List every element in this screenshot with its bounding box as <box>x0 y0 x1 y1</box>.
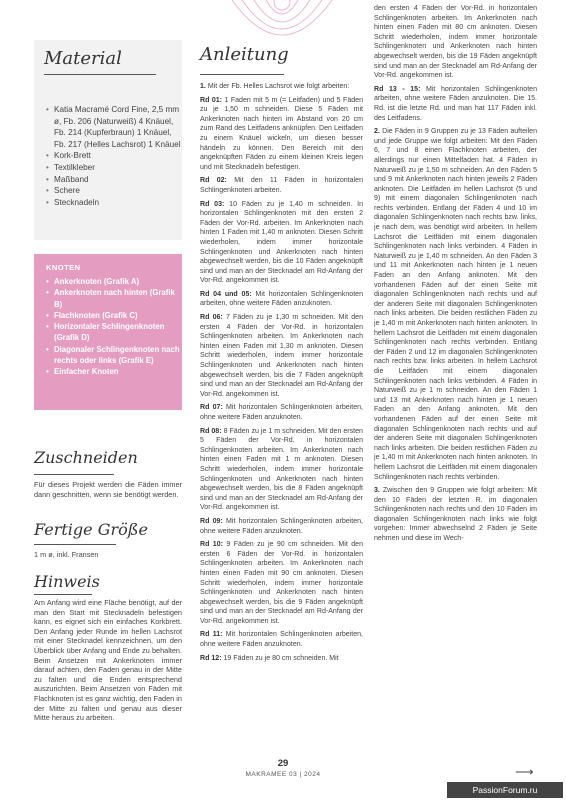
instruction-step-label: Rd 12: <box>200 654 222 662</box>
material-item: • Schere <box>46 185 182 197</box>
instruction-paragraph <box>200 313 363 399</box>
instruction-step-label: Rd 01: <box>200 96 223 104</box>
zuschneiden-underline <box>34 474 114 475</box>
instruction-step-label: Rd 04 und 05: <box>200 290 252 298</box>
instruction-step-label: Rd 02: <box>200 177 227 185</box>
anleitung-column-2 <box>374 4 537 756</box>
zuschneiden-text: Für dieses Projekt werden die Fäden immer dann geschnitten, wenn sie benötigt werden. <box>34 480 182 499</box>
instruction-step-label: 2. <box>374 128 380 136</box>
hinweis-title: Hinweis <box>34 572 100 591</box>
material-list <box>46 104 182 208</box>
instruction-step-text: Mit horizontalen Schlingenknoten arbeiten, ohne weitere Fäden anzuknoten. <box>200 404 363 421</box>
instruction-step-text: Mit horizontalen Schlingenknoten arbeiten, ohne weitere Fäden anzuknoten. <box>200 631 363 649</box>
instruction-step-label: 1. <box>200 83 206 90</box>
anleitung-column-1 <box>200 82 363 754</box>
fertige-groesse-text: 1 m ø, inkl. Fransen <box>34 550 99 559</box>
instruction-paragraph <box>200 200 363 286</box>
instruction-step-text: Mit den 11 Fäden in horizontalen Schlingenknoten arbeiten. <box>200 177 363 194</box>
instruction-step-label: Rd 03: <box>200 200 225 208</box>
instruction-step-label: Rd 06: <box>200 314 223 322</box>
instruction-step-text: den ersten 4 Fäden der Vor-Rd. in horizontalen Schlingenknoten arbeiten. Im Ankerknoten nach hinten einen Faden mit 80 cm anknoten. Diesen Schritt wiederholen, indem immer horizontale Schlingenknoten und Ankerknoten nach hinten abgewechselt werden, bis die 19 Fäden angeknüpft sind und man an der Stecknadel am Rd-Anfang der Vor-Rd. angekommen ist. <box>374 5 537 80</box>
knoten-box <box>34 254 182 410</box>
instruction-step-text: Die Fäden in 9 Gruppen zu je 13 Fäden aufteilen und jede Gruppe wie folgt arbeiten: Mit den Fäden 6, 7 und 8 einen Flachknoten arbeiten, der allerdings nur einen Mittelfaden hat. 4 Fäden in Naturweiß zu je 1,50 m schneiden. An den Fäden 5 und 9 mit Ankerknoten nach hinten jeweils 2 Fäden anknoten. Die Leitfäden im hellen Lachsrot (5 und 9) mit einem diagonalen Schlingenknoten nach rechts verbinden. Entlang der Fäden 4 und 10 im diagonalen Schlingenknoten nach rechts bzw. links, je nach dem, was benötigt wird arbeiten. In hellem Lachsrot die Leitfäden mit einem diagonalen Schlingenknoten nach links verbinden. 4 Fäden in Naturweiß zu je 1,40 m schneiden. An den Fäden 3 und 11 mit Ankerknoten nach hinten je 1 neuen Faden an den Anfang anknoten. Mit den vorhandenen Fäden auf der einen Seite mit diagonalen Schlingenknoten nach rechts und auf der anderen Seite mit diagonalen Schlingenknoten nach links arbeiten. Die beiden restlichen Fäden zu je 1,40 m mit Ankerknoten nach hinten anknoten. In hellem Lachsrot die Leitfäden mit einem diagonalen Schlingenknoten nach rechts verbinden. Entlang der Fäden 2 und 12 im diagonalen Schlingenknoten nach rechts bzw. links arbeiten. In hellem Lachsrot die Leitfäden mit einem diagonalen Schlingenknoten nach links verbinden. 4 Fäden in Naturweiß zu je 1 m schneiden. An den Fäden 1 und 13 mit Ankerknoten nach hinten je 1 neuen Faden an den Anfang anknoten. Mit den vorhandenen Fäden auf der einen Seite mit diagonalen Schlingenknoten nach rechts und auf der anderen Seite mit diagonalen Schlingenknoten nach links arbeiten. Die beiden restlichen Fäden zu je 1,40 m mit Ankerknoten nach hinten anknoten. In hellem Lachsrot die Leitfäden mit einem diagonalen Schlingenknoten nach rechts verbinden. <box>374 128 537 481</box>
knoten-item: • Diagonaler Schlingenknoten nach rechts oder links (Grafik E) <box>46 344 182 367</box>
instruction-step-text: Mit horizontalen Schlingenknoten arbeiten, ohne weitere Fäden anzuknoten. <box>200 517 363 535</box>
instruction-paragraph <box>200 290 363 309</box>
hinweis-underline <box>34 594 92 595</box>
material-box <box>34 40 182 240</box>
instruction-paragraph <box>200 176 363 195</box>
instruction-step-text: Mit der Fb. Helles Lachsrot wie folgt arbeiten: <box>205 83 350 90</box>
instruction-paragraph <box>374 127 537 482</box>
anleitung-underline <box>200 74 284 75</box>
knoten-title: KNOTEN <box>46 263 81 272</box>
material-item: • Textilkleber <box>46 162 182 174</box>
knoten-item: • Horizontaler Schlingenknoten (Grafik D) <box>46 321 182 344</box>
instruction-paragraph <box>374 4 537 81</box>
doily-decoration <box>222 0 342 40</box>
instruction-step-text: 1 Faden mit 5 m (= Leitfaden) und 5 Fäden zu je 1,50 m schneiden. Diese 5 Fäden mit Ankerknoten nach hinten im Abstand von 20 cm zum Rand des Leitfadens anknüpfen. Den Leitfaden zu einem Knäuel wickeln, um diesen besser händeln zu können. Den Bereich mit den angeknüpften Fäden zu einem kleinen Kreis legen und mit Stecknadeln befestigen. <box>200 96 363 171</box>
instruction-paragraph <box>200 654 363 664</box>
knoten-item: • Ankerknoten nach hinten (Grafik B) <box>46 287 182 310</box>
instruction-paragraph <box>374 85 537 123</box>
instruction-step-label: Rd 09: <box>200 517 223 525</box>
instruction-step-text: Mit horizontalen Schlingenknoten arbeiten, ohne weitere Fäden anzuknoten. <box>200 290 363 308</box>
material-title: Material <box>44 48 122 69</box>
instruction-paragraph <box>200 630 363 649</box>
instruction-step-text: 19 Fäden zu je 80 cm schneiden. Mit <box>221 654 339 662</box>
knoten-list <box>46 276 182 378</box>
page-number: 29 <box>277 758 289 769</box>
zuschneiden-title: Zuschneiden <box>34 448 138 467</box>
instruction-paragraph <box>200 96 363 173</box>
material-item: • Katia Macramé Cord Fine, 2,5 mm ø, Fb. 206 (Naturweiß) 4 Knäuel, Fb. 214 (Kupferbraun) 1 Knäuel, Fb. 217 (Helles Lachsrot) 1 Knäuel <box>46 104 182 150</box>
knoten-item: • Einfacher Knoten <box>46 366 182 377</box>
instruction-step-text: 7 Fäden zu je 1,30 m schneiden. Mit den ersten 4 Fäden der Vor-Rd. in horizontalen Schlingenknoten arbeiten. Im Ankerknoten nach hinten einen Faden mit 1,30 m anknoten. Diesen Schritt wiederholen, indem immer horizontale Schlingenknoten und Ankerknoten nach hinten abgewechselt werden, bis die 7 Fäden angeknüpft sind und man an der Stecknadel am Rd-Anfang der Vor-Rd. angekommen ist. <box>200 314 363 398</box>
instruction-step-text: 10 Fäden zu je 1,40 m schneiden. In horizontalen Schlingenknoten mit den ersten 2 Fäden der Vor-Rd. arbeiten. Im Ankerknoten nach hinten 1 Faden mit 1,40 m anknoten. Diesen Schritt wiederholen, indem immer horizontale Schlingenknoten und Ankerknoten nach hinten abgewechselt werden, bis die 10 Fäden angeknüpft sind und man an der Stecknadel am Rd-Anfang der Vor-Rd. angekommen ist. <box>200 200 363 285</box>
material-item: • Maßband <box>46 174 182 186</box>
watermark: PassionForum.ru <box>447 782 563 798</box>
instruction-paragraph <box>374 486 537 544</box>
next-page-arrow-icon: ⟶ <box>515 764 534 779</box>
instruction-paragraph <box>200 517 363 536</box>
knoten-item: • Flachknoten (Grafik C) <box>46 310 182 321</box>
knoten-item: • Ankerknoten (Grafik A) <box>46 276 182 287</box>
instruction-step-text: Zwischen den 9 Gruppen wie folgt arbeiten: Mit den 10 Fäden der letzten R. im diagonalen Schlingenknoten nach rechts und den 10 Fäden im diagonalen Schlingenknoten nach links wie folgt vorgehen: Immer abwechselnd 2 Fäden je Seite nehmen und diese im Wech- <box>374 487 537 543</box>
hinweis-text: Am Anfang wird eine Fläche benötigt, auf der man den Start mit Stecknadeln befestigen kann, es eignet sich ein einfaches Korkbrett. Den Anfang jeder Runde im hellen Lachsrot mit einer Stecknadel kennzeichnen, um den Überblick über Anfang und Ende zu behalten. Beim Ansetzen mit Ankerknoten immer darauf achten, den Faden genau in der Mitte zu falten und die Enden entsprechend auszurichten. Beim Ansetzen von Fäden mit Flachknoten ist es ganz wichtig, den Faden in der Mitte zu falten und genau aus dieser Mitte heraus zu arbeiten. <box>34 598 182 723</box>
instruction-step-text: Mit horizontalen Schlingenknoten arbeiten, ohne weitere Fäden anzuknoten. Die 15. Rd. ist die letzte Rd. und man hat 117 Fäden inkl. des Leitfadens. <box>374 85 537 122</box>
material-item: • Stecknadeln <box>46 197 182 209</box>
material-title-underline <box>44 74 156 75</box>
anleitung-title: Anleitung <box>200 44 289 65</box>
instruction-step-text: 8 Fäden zu je 1 m schneiden. Mit den ersten 5 Fäden der Vor-Rd. in horizontalen Schlingenknoten arbeiten. Im Ankerknoten nach hinten einen Faden mit 1 m anknoten. Diesen Schritt wiederholen, indem immer horizontale Schlingenknoten und Ankerknoten nach hinten abgewechselt werden, bis die 8 Fäden angeknüpft sind und man an der Stecknadel am Rd-Anfang der Vor-Rd. angekommen ist. <box>200 427 363 512</box>
instruction-step-label: Rd 11: <box>200 631 223 639</box>
instruction-step-label: Rd 08: <box>200 427 222 435</box>
instruction-paragraph <box>200 403 363 422</box>
instruction-paragraph <box>200 82 363 92</box>
magazine-issue: MAKRAMEE 03 | 2024 <box>245 771 321 778</box>
instruction-step-text: 9 Fäden zu je 90 cm schneiden. Mit den ersten 6 Fäden der Vor-Rd. in horizontalen Schlingenknoten arbeiten. Im Ankerknoten nach hinten einen Faden mit 90 cm anknoten. Diesen Schritt wiederholen, indem immer horizontale Schlingenknoten und Ankerknoten nach hinten abgewechselt werden, bis die 9 Fäden angeknüpft sind und man an der Stecknadel am Rd-Anfang der Vor-Rd. angekommen ist. <box>200 541 363 625</box>
instruction-step-label: Rd 07: <box>200 404 223 412</box>
fertige-groesse-underline <box>34 544 116 545</box>
instruction-paragraph <box>200 540 363 626</box>
instruction-step-label: Rd 13 - 15: <box>374 85 421 93</box>
instruction-paragraph <box>200 427 363 513</box>
instruction-step-label: 3. <box>374 487 380 495</box>
material-item: • Kork-Brett <box>46 150 182 162</box>
fertige-groesse-title: Fertige Größe <box>34 520 148 539</box>
instruction-step-label: Rd 10: <box>200 541 223 549</box>
